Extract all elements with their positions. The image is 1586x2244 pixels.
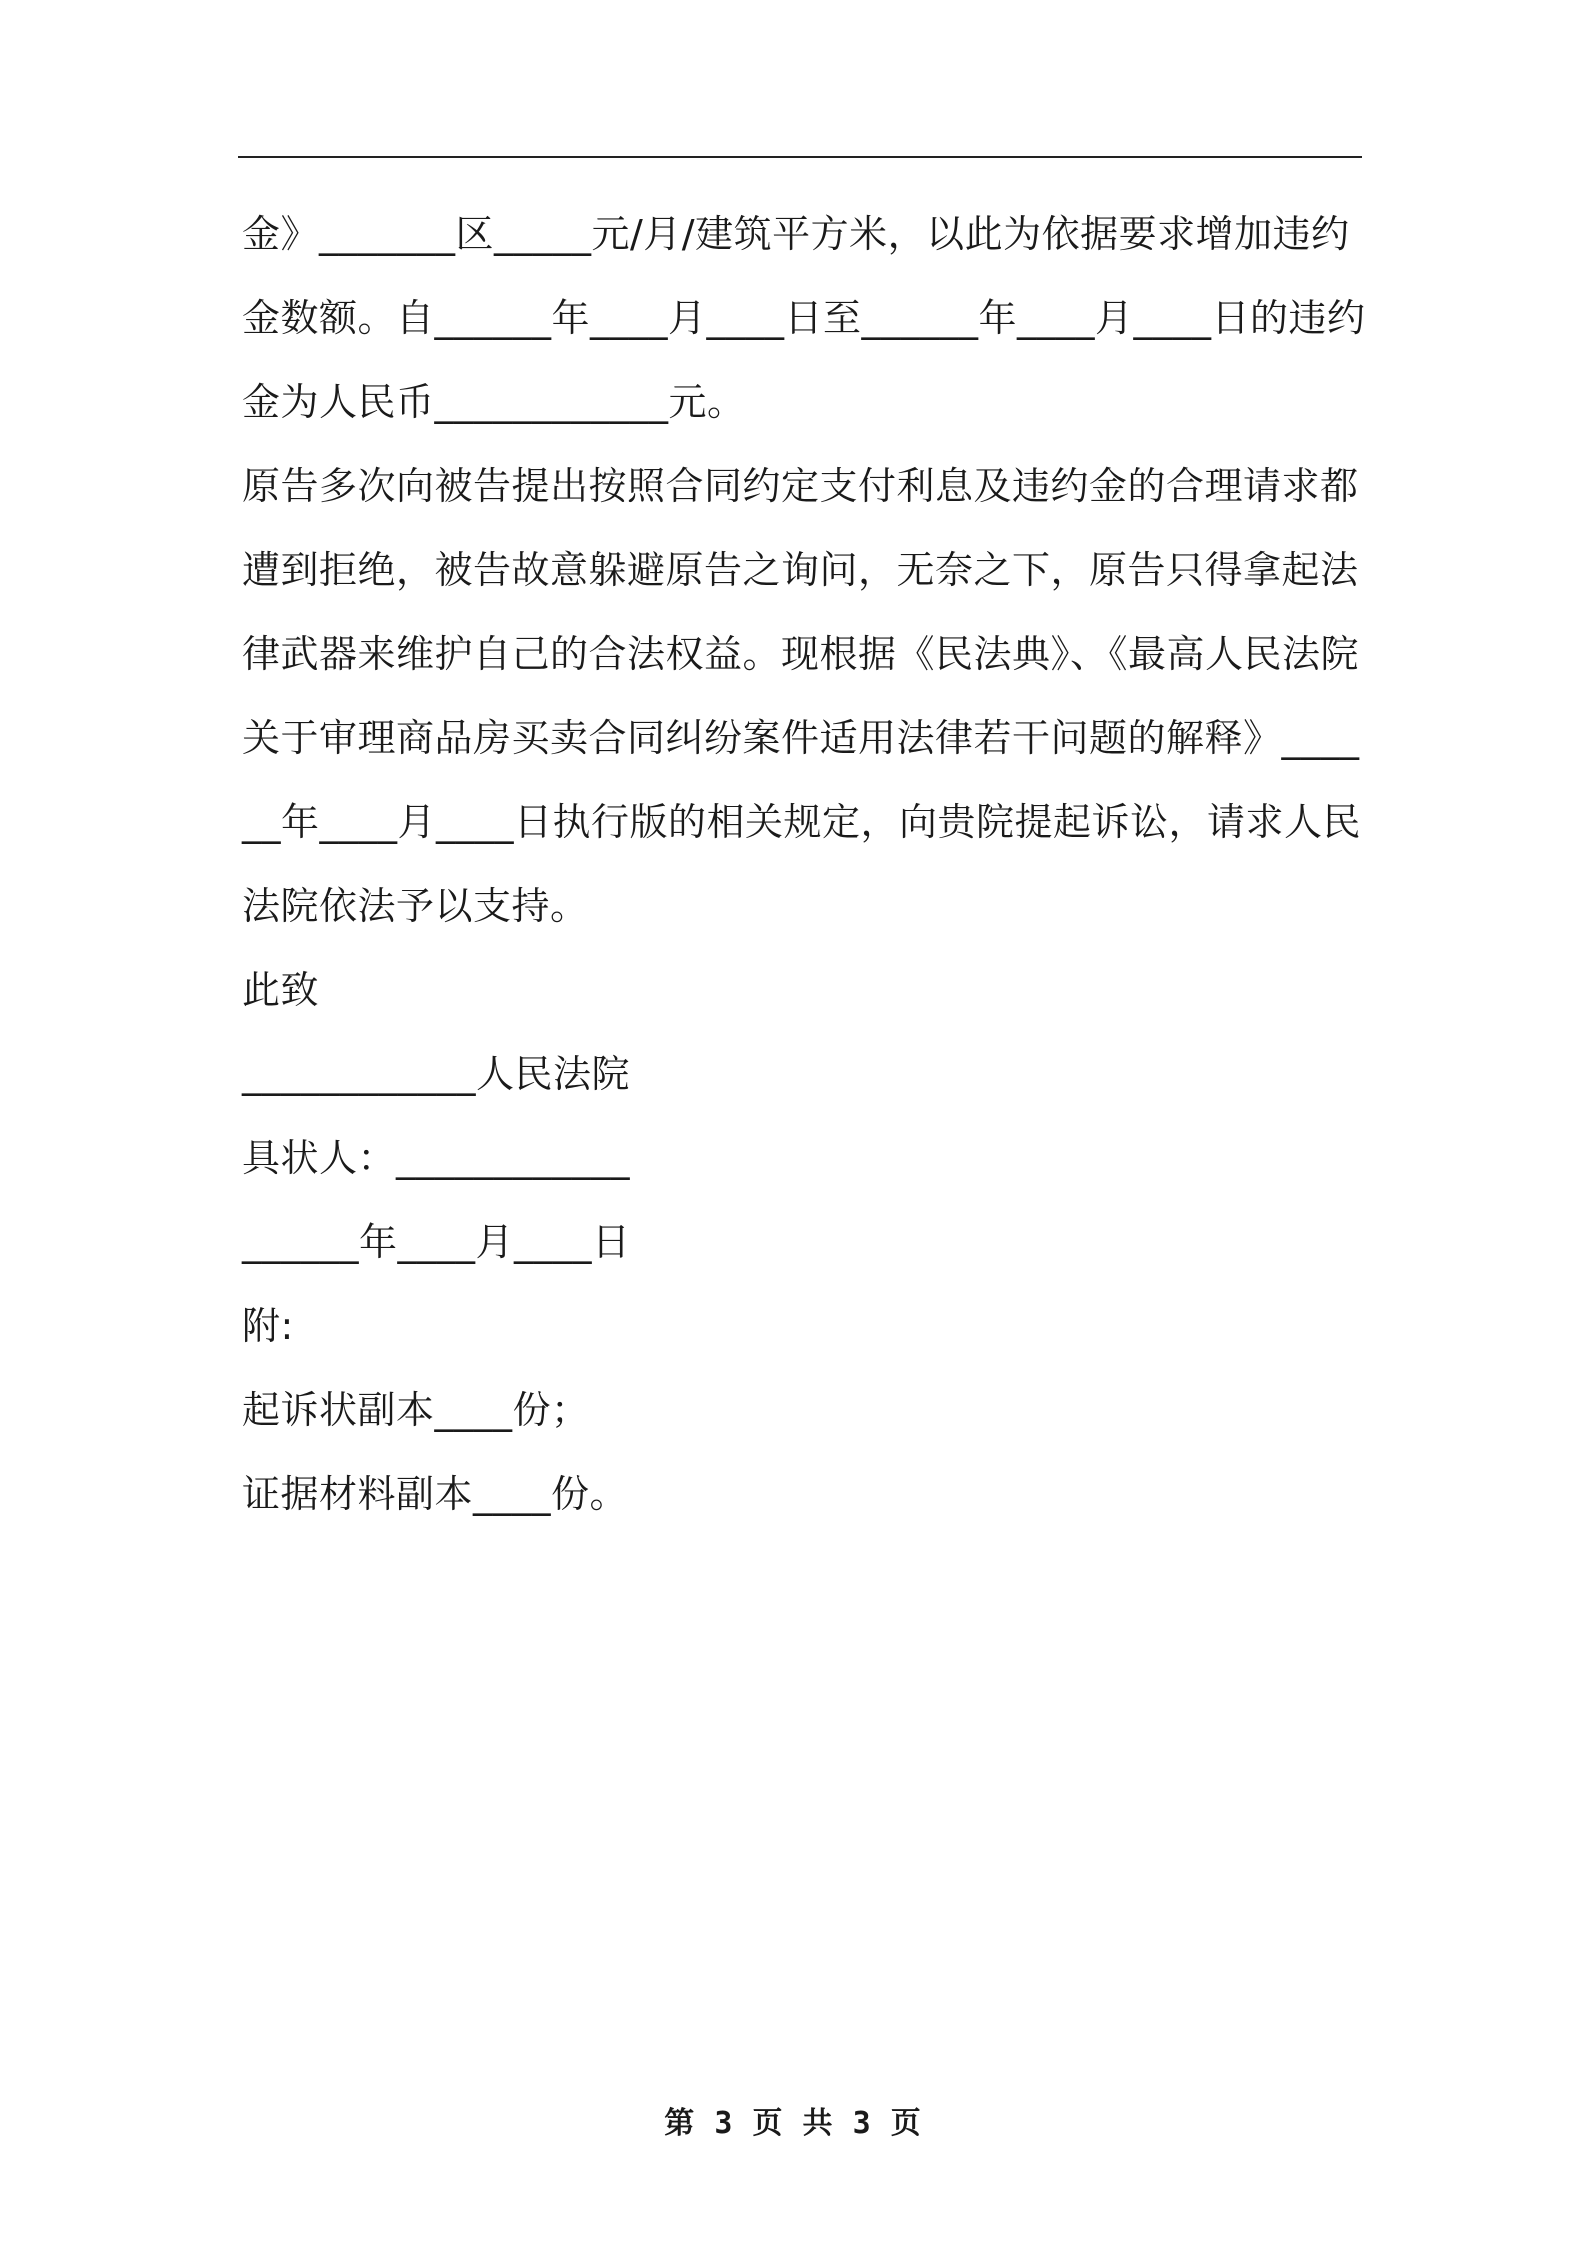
header-rule xyxy=(238,156,1362,158)
attachment-label: 附: xyxy=(242,1304,294,1348)
plaintiff-signature-line: 具状人：____________ xyxy=(242,1136,631,1180)
date-line: ______年____月____日 xyxy=(242,1220,631,1264)
document-body xyxy=(242,192,1366,1536)
paragraph-penalty-amount: 金》_______区_____元/月/建筑平方米，以此为依据要求增加违约金数额。自______年____月____日至______年____月____日的违约金为人民币____________元。 xyxy=(242,212,1366,424)
salutation: 此致 xyxy=(242,968,320,1012)
court-line: ____________人民法院 xyxy=(242,1052,631,1096)
page-indicator: 第 3 页 共 3 页 xyxy=(664,2106,922,2141)
attachment-item-complaint-copy: 起诉状副本____份； xyxy=(242,1388,590,1432)
attachment-item-evidence-copy: 证据材料副本____份。 xyxy=(242,1472,629,1516)
paragraph-claim: 原告多次向被告提出按照合同约定支付利息及违约金的合理请求都遭到拒绝，被告故意躲避原告之询问，无奈之下，原告只得拿起法律武器来维护自己的合法权益。现根据《民法典》、《最高人民法院关于审理商品房买卖合同纠纷案件适用法律若干问题的解释》______年____月____日执行版的相关规定，向贵院提起诉讼，请求人民法院依法予以支持。 xyxy=(242,464,1362,928)
